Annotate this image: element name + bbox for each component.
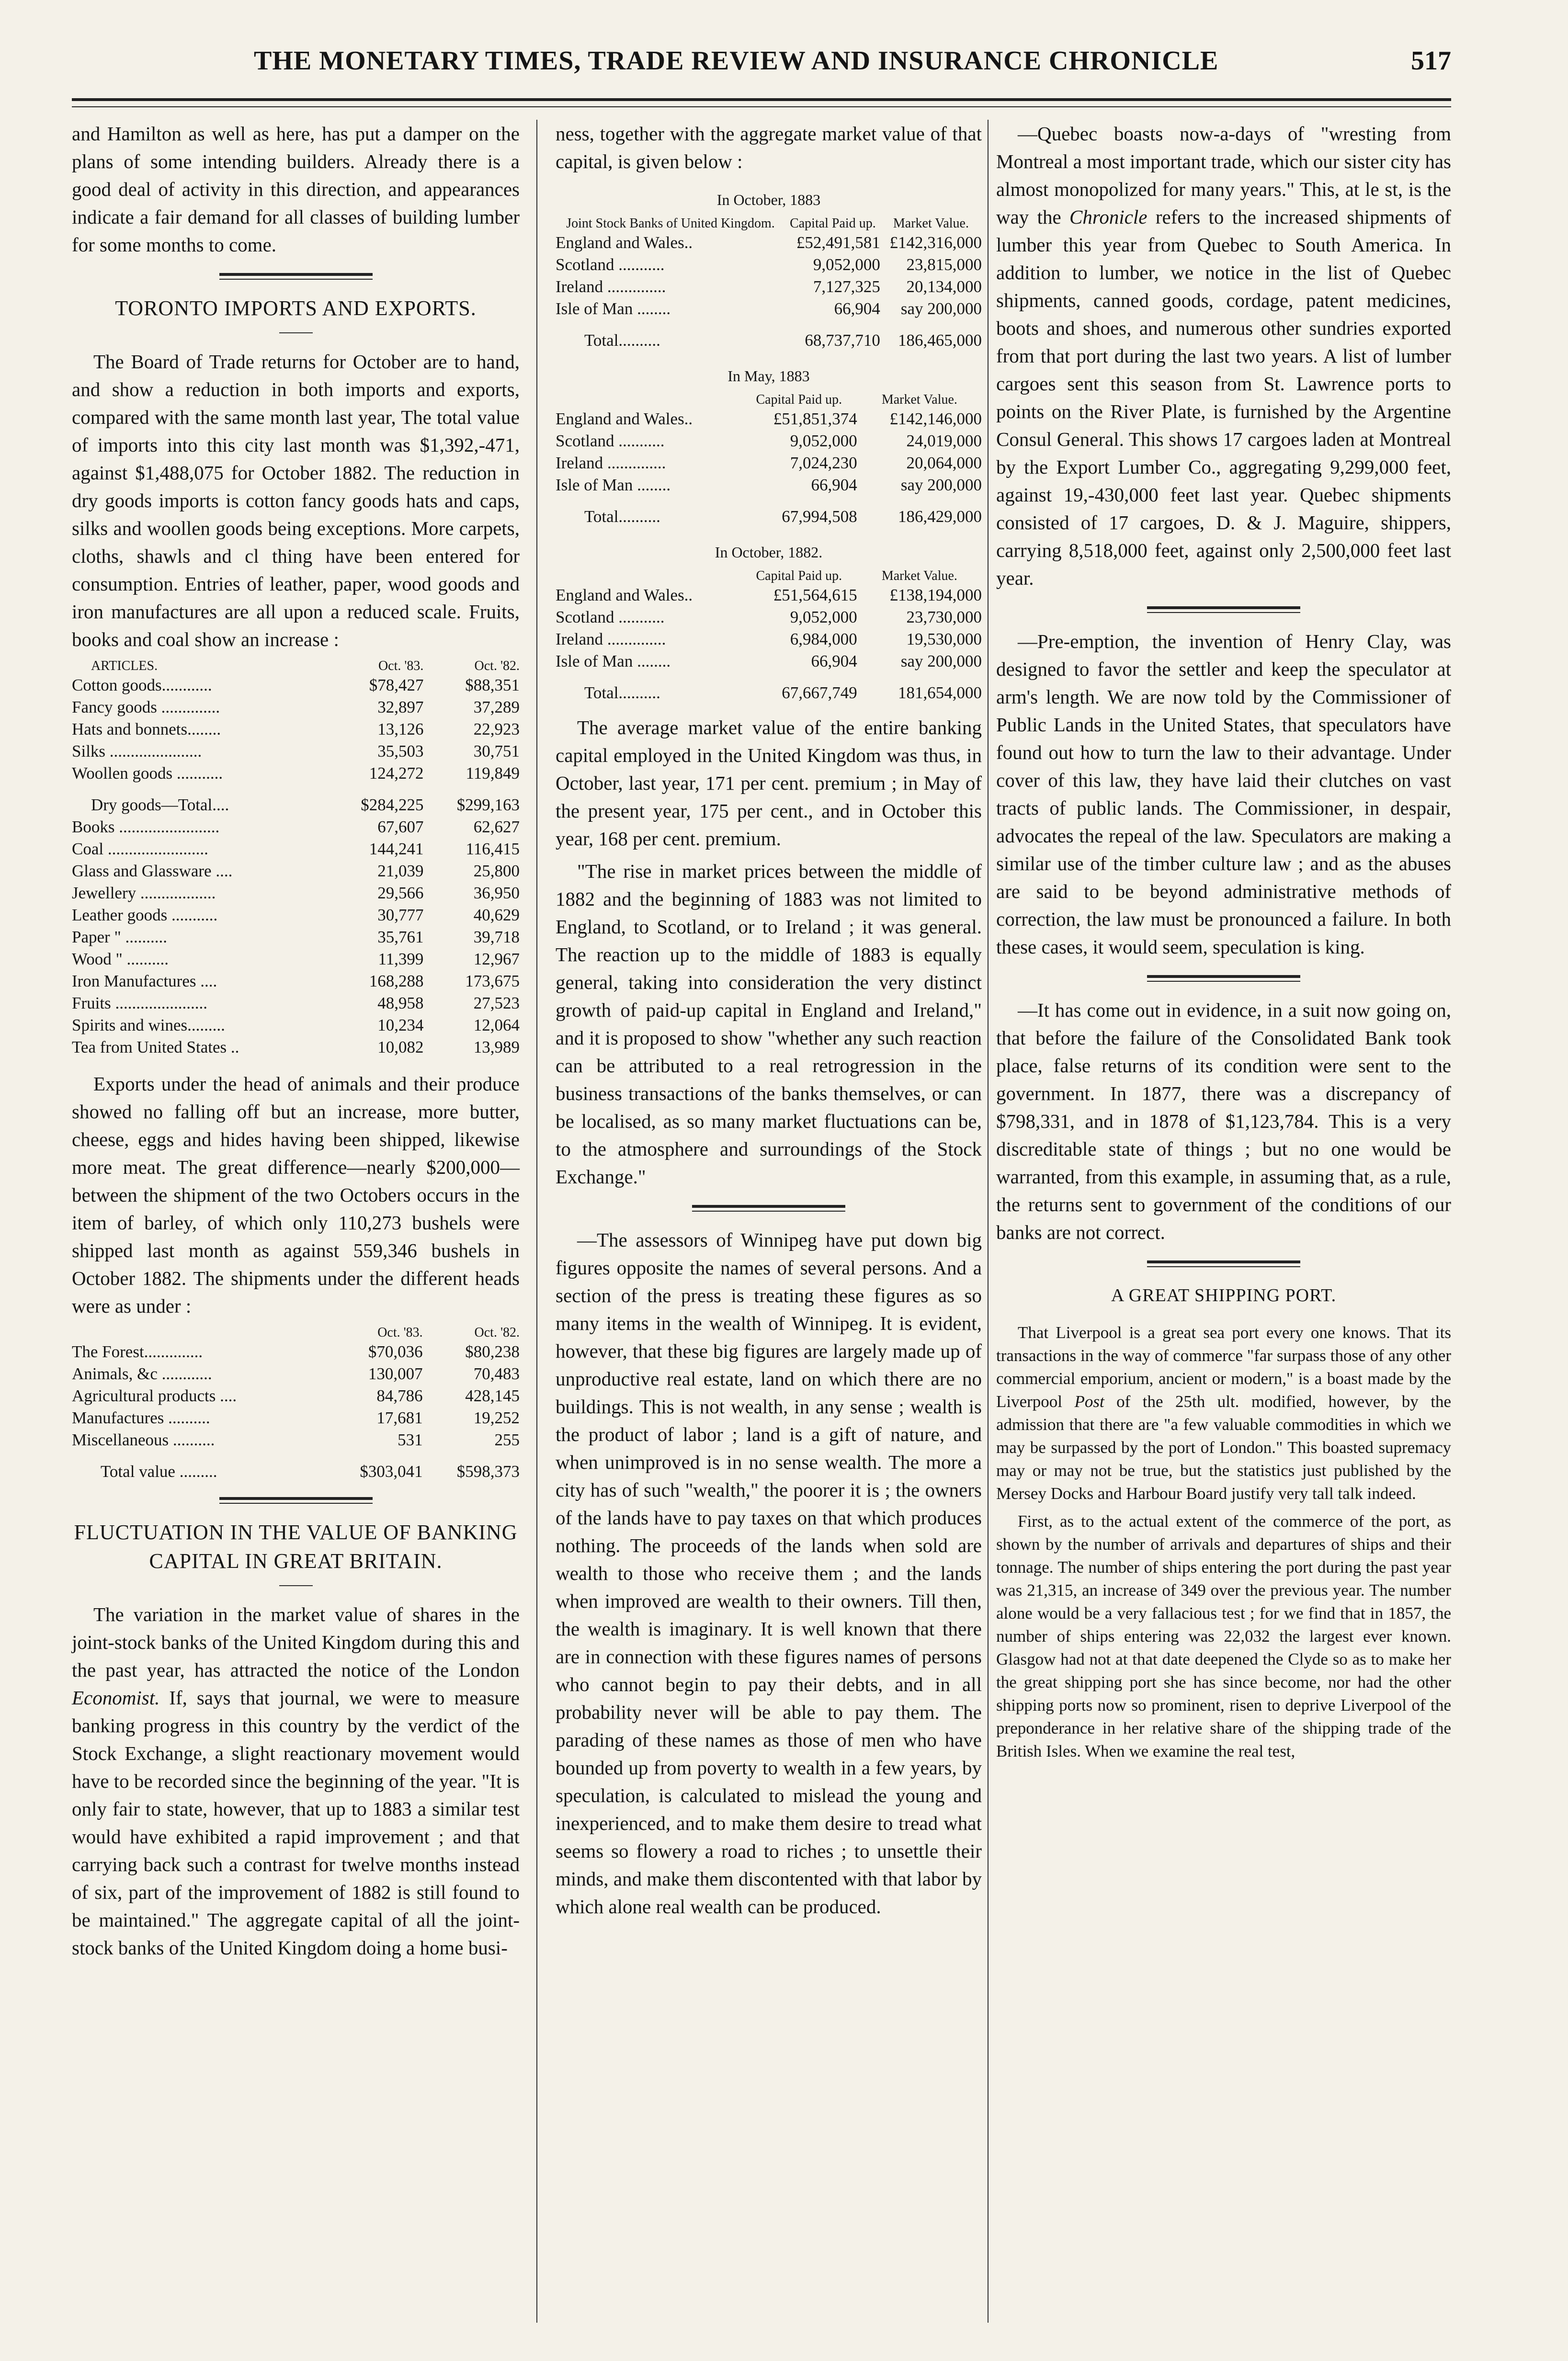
article-paragraph: Exports under the head of animals and their produce showed no falling off but an increase, more butter, cheese, eggs and hides having been shipped, likewise more meat. The great difference—nearly $200,000—between the shipment of the two Octobers occurs in the item of barley, of which only 110,273 bushels were shipped last month as against 559,346 bushels in October 1882. The shipments under the different heads were as under : [72,1073,520,1317]
table-cell: 10,234 [377,1016,424,1034]
article-continuation: and Hamilton as well as here, has put a damper on the plans of some intending builders. Already there is a good deal of activity in this direction, and appearances indicate a fair demand for all classes of building lumber for some months to come. [72,123,520,256]
table-cell: Isle of Man ........ [556,476,671,494]
table-cell: 62,627 [473,817,520,836]
table-cell: Manufactures .......... [72,1408,210,1427]
table-cell: The Forest.............. [72,1342,203,1361]
text-run: of the 25th ult. modified, however, by the admission that there are "a few valuable commodities in which we may be surpassed by the port of London." This boasted supremacy may or may not be true, but the statistics just published by the Mersey Docks and Harbour Board justify very tall talk indeed. [996,1392,1451,1503]
table-cell: 173,675 [465,972,520,990]
table-cell: 67,667,749 [782,683,857,702]
table-cell: 48,958 [377,994,424,1012]
table-row [72,696,520,718]
table-row [556,606,982,628]
table-subtotal-row [72,784,520,816]
table-header-row [556,568,982,584]
table-cell: 19,252 [473,1408,520,1427]
table-row [72,718,520,740]
exports-table [72,1325,520,1483]
table-cell: £138,194,000 [889,586,982,604]
table-cell: 22,923 [473,720,520,738]
table-cell: $88,351 [465,676,520,694]
table-total-row [556,496,982,528]
table-cell: £52,491,581 [796,233,880,252]
table-row [556,650,982,672]
article-paragraph: The Board of Trade returns for October are to hand, and show a reduction in both imports and exports, compared with the same month last year, The total value of imports into this city last month was $1,392,-471, against $1,488,075 for October 1882. The reduction in dry goods imports is cotton fancy goods hats and caps, silks and woollen goods being exceptions. More carpets, cloths, shawls and cl thing have been entered for consumption. Entries of leather, paper, wood goods and iron manufactures are all upon a reduced scale. Fruits, books and coal show an increase : [72,351,520,650]
table-row [556,408,982,430]
header-rule-thin [72,106,1451,107]
column-3 [996,120,1451,1768]
table-row [72,970,520,992]
table-row [556,298,982,320]
table-cell: Tea from United States .. [72,1038,239,1056]
section-separator [219,273,373,280]
table-cell: $284,225 [361,795,424,814]
table-header: Capital Paid up. [756,392,842,407]
column-divider [536,120,537,2323]
table-cell: 19,530,000 [906,630,982,648]
table-cell: 9,052,000 [790,608,857,626]
article-paragraph: First, as to the actual extent of the commerce of the port, as shown by the number of arrivals and departures of ships and their tonnage. The number of ships entering the port during the past year was 21,315, an increase of 349 over the previous year. The number alone would be a very fallacious test ; for we find that in 1857, the number of ships entering was 22,032 the largest ever known. Glasgow had not at that date deepened the Clyde so as to make her the great shipping port she has since become, nor had the other shipping ports now so prominent, risen to deprive Liverpool of the preponderance in her relative share of the shipping trade of the British Isles. When we examine the real test, [996,1512,1451,1760]
table-header-row [72,1325,520,1341]
table-cell: Ireland .............. [556,277,666,296]
table-cell: 35,761 [377,928,424,946]
header-rule [72,98,1451,101]
page-number: 517 [1411,46,1451,76]
table-row [556,452,982,474]
table-cell: 67,994,508 [782,507,857,526]
table-cell: Fruits ...................... [72,994,207,1012]
table-row [72,838,520,860]
imports-table [72,658,520,1058]
table-cell: $598,373 [456,1462,520,1481]
table-cell: Iron Manufactures .... [72,972,217,990]
table-row [72,1363,520,1385]
table-cell: 30,777 [377,906,424,924]
table-header: Market Value. [881,392,957,407]
table-row [72,926,520,948]
table-cell: 30,751 [473,742,520,761]
table-header [556,392,741,408]
table-cell: Spirits and wines......... [72,1016,225,1034]
table-cell: Woollen goods ........... [72,764,223,783]
table-cell: Agricultural products .... [72,1386,237,1405]
table-cell: say 200,000 [900,476,982,494]
table-header: ARTICLES. [91,658,158,673]
table-row [72,882,520,904]
article-paragraph: —The assessors of Winnipeg have put down big figures opposite the names of several persons. And a section of the press is treating these figures as so many items in the wealth of Winnipeg. It is evident, however, that these big figures are largely made up of unproductive real estate, land on which there are no buildings. This is not wealth, in any sense ; wealth is the product of labor ; land is a gift of nature, and when unimproved is in no sense wealth. The more a city has of such "wealth," the poorer it is ; the owners of the lands have to pay taxes on that which produces nothing. The proceeds of the lands when sold are wealth to those who receive them ; and the lands when improved are wealth to their owners. Till then, the wealth is imaginary. It is well known that there are in connection with these figures names of persons who cannot begin to pay their debts, and in all probability never will be able to pay them. The parading of these names as those of men who have bounded up from poverty to wealth in a few years, by speculation, is calculated to mislead the young and inexperienced, and to make them desire to tread what seems so flowery a road to riches ; to unsettle their minds, and make them discontented with that labor by which alone real wealth can be produced. [556,1229,982,1918]
table-cell: Scotland ........... [556,608,665,626]
table-header: Market Value. [881,568,957,583]
table-cell: 66,904 [811,652,857,670]
article-paragraph: The average market value of the entire banking capital employed in the United Kingdom was thus, in October, last year, 171 per cent. premium ; in May of the present year, 175 per cent., and in October this year, 168 per cent. premium. [556,716,982,850]
table-cell: 9,052,000 [790,431,857,450]
table-cell: 168,288 [369,972,424,990]
table-cell: Glass and Glassware .... [72,862,233,880]
table-cell: Coal ........................ [72,840,208,858]
article-heading: FLUCTUATION IN THE VALUE OF BANKING CAPITAL IN GREAT BRITAIN. [74,1521,518,1573]
table-period-label: In October, 1882. [715,544,823,561]
table-cell: £142,316,000 [889,233,982,252]
section-separator [219,1497,373,1504]
table-cell: Isle of Man ........ [556,299,671,318]
article-continuation: ness, together with the aggregate market value of that capital, is given below : [556,123,982,172]
text-run: —Quebec boasts now-a-days of "wresting from Montreal a most important trade, which our sister city has almost monopolized for many years." This, at le st, is the way the [996,123,1451,228]
table-cell: 9,052,000 [813,255,880,274]
bank-capital-tables [556,186,982,704]
table-cell: 25,800 [473,862,520,880]
table-cell: 12,064 [473,1016,520,1034]
table-cell: £142,146,000 [889,409,982,428]
table-cell: Hats and bonnets........ [72,720,221,738]
table-cell: Leather goods ........... [72,906,218,924]
table-cell: 6,984,000 [790,630,857,648]
table-cell: 10,082 [377,1038,424,1056]
table-row [72,674,520,696]
table-cell: say 200,000 [900,652,982,670]
table-row [72,1341,520,1363]
table-cell: $80,238 [465,1342,520,1361]
table-cell: 70,483 [473,1364,520,1383]
article-paragraph: —It has come out in evidence, in a suit now going on, that before the failure of the Consolidated Bank took place, false returns of its condition were sent to the government. In 1877, there was a discrepancy of $798,331, and in 1878 of $1,123,784. This is a very discreditable state of things ; but no one would be warranted, from this example, in assuming that, as a rule, the returns sent to government of the conditions of our banks are not correct. [996,999,1451,1243]
table-row [72,816,520,838]
text-run: That Liverpool is a great sea port every one knows. That its transactions in the way of commerce "far surpass those of any other commercial emporium, ancient or modern," is a boast made by the Liverpool [996,1323,1451,1411]
publication-title: THE MONETARY TIMES, TRADE REVIEW AND INSURANCE CHRONICLE [254,46,1219,76]
table-cell: 531 [398,1430,423,1449]
table-cell: 7,127,325 [813,277,880,296]
table-row [72,860,520,882]
table-header: Capital Paid up. [790,216,876,231]
table-period-label: In October, 1883 [716,191,821,208]
table-cell: Silks ...................... [72,742,202,761]
publication-name: Chronicle [1069,206,1148,228]
table-header-row [556,392,982,408]
heading-dash [279,1585,313,1586]
table-cell: 66,904 [811,476,857,494]
table-row [556,430,982,452]
table-total-row [72,1451,520,1483]
table-cell: 29,566 [377,884,424,902]
table-cell: 40,629 [473,906,520,924]
table-cell: 17,681 [376,1408,423,1427]
table-cell: 39,718 [473,928,520,946]
table-row [72,762,520,784]
article-heading: A GREAT SHIPPING PORT. [1111,1285,1337,1305]
table-period-label: In May, 1883 [727,367,810,385]
publication-name: Economist. [72,1687,160,1709]
table-cell: Total value ......... [101,1462,217,1481]
table-cell: £51,564,615 [773,586,857,604]
article-paragraph: "The rise in market prices between the middle of 1882 and the beginning of 1883 was not limited to England, to Scotland, or to Ireland ; it was general. The reaction up to the middle of 1883 is equally general, taking into consideration the very distinct growth of paid-up capital in England and Ireland," and it is proposed to show "whether any such reaction can be attributed to a real retrogression in the business transactions of the banks themselves, or can be localised, as so many market fluctuations can be, to the atmosphere and surroundings of the Stock Exchange." [556,860,982,1188]
table-cell: 66,904 [834,299,880,318]
table-cell: 20,064,000 [906,454,982,472]
table-cell: Fancy goods .............. [72,698,220,716]
table-header: Oct. '82. [474,658,520,673]
bank-capital-table [556,216,982,352]
column-2 [556,120,982,1925]
text-run: The variation in the market value of shares in the joint-stock banks of the United Kingdom during this and the past year, has attracted the notice of the London [72,1603,520,1681]
column-1 [72,120,520,1966]
publication-name: Post [1074,1392,1104,1411]
article-paragraph: —Pre-emption, the invention of Henry Clay, was designed to favor the settler and keep the speculator at arm's length. We are now told by the Commissioner of Public Lands in the United States, that speculators have found out how to turn the law to their advantage. Under cover of this law, they have laid their clutches on vast tracts of public lands. The Commissioner, in despair, advocates the repeal of the law. Speculators are making a similar use of the timber culture law ; and as the abuses are said to be beyond administrative methods of correction, the law must be pronounced a failure. In both these cases, it would seem, speculation is king. [996,630,1451,958]
table-cell: Ireland .............. [556,454,666,472]
table-row [72,1014,520,1036]
table-header [72,1325,326,1341]
table-header-row [72,658,520,674]
table-cell: 130,007 [368,1364,423,1383]
table-cell: 35,503 [377,742,424,761]
table-row [556,474,982,496]
article-heading: TORONTO IMPORTS AND EXPORTS. [115,296,477,320]
table-cell: Paper " .......... [72,928,167,946]
table-cell: 11,399 [378,950,424,968]
table-row [556,254,982,276]
article-paragraph [72,1600,520,1962]
table-cell: Jewellery .................. [72,884,216,902]
table-cell: 84,786 [376,1386,423,1405]
table-row [72,1429,520,1451]
table-row [72,1036,520,1058]
table-cell: Total.......... [584,683,660,702]
table-cell: 428,145 [465,1386,520,1405]
table-cell: 32,897 [377,698,424,716]
table-cell: Cotton goods............ [72,676,212,694]
table-cell: Wood " .......... [72,950,169,968]
table-cell: Books ........................ [72,817,220,836]
bank-capital-table [556,392,982,528]
table-cell: 23,815,000 [906,255,982,274]
table-cell: Scotland ........... [556,431,665,450]
table-header: Joint Stock Banks of United Kingdom. [566,216,775,231]
table-cell: England and Wales.. [556,233,693,252]
table-cell: Dry goods—Total.... [91,795,229,814]
table-row [72,992,520,1014]
table-cell: 27,523 [473,994,520,1012]
table-cell: 20,134,000 [906,277,982,296]
table-row [556,584,982,606]
table-header-row [556,216,982,232]
article-paragraph [996,1321,1451,1505]
table-cell: 23,730,000 [906,608,982,626]
table-cell: 24,019,000 [906,431,982,450]
table-row [72,948,520,970]
text-run: refers to the increased shipments of lumber this year from Quebec to South America. In addition to lumber, we notice in the list of Quebec shipments, canned goods, cordage, patent medicines, boots and shoes, and numerous other sundries exported from that port during the last two years. A list of lumber cargoes sent this season from St. Lawrence ports to points on the River Plate, is furnished by the Argentine Consul General. This shows 17 cargoes laden at Montreal by the Export Lumber Co., aggregating 9,299,000 feet, against 19,-430,000 feet last year. Quebec shipments consisted of 17 cargoes, D. & J. Maguire, shippers, carrying 8,518,000 feet, against only 2,500,000 feet last year. [996,206,1451,589]
section-separator [1147,606,1300,613]
table-header: Market Value. [893,216,969,231]
table-cell: 144,241 [369,840,424,858]
table-cell: 181,654,000 [898,683,982,702]
article-paragraph [996,120,1451,592]
table-header: Capital Paid up. [756,568,842,583]
table-cell: 37,289 [473,698,520,716]
table-cell: say 200,000 [900,299,982,318]
table-cell: 13,989 [473,1038,520,1056]
table-cell: $303,041 [360,1462,423,1481]
table-cell: 21,039 [377,862,424,880]
column-divider [988,120,989,2323]
table-cell: 186,465,000 [898,331,982,350]
table-row [72,740,520,762]
table-row [72,904,520,926]
table-cell: Ireland .............. [556,630,666,648]
table-cell: Miscellaneous .......... [72,1430,215,1449]
section-separator [1147,975,1300,982]
table-cell: 124,272 [369,764,424,783]
text-run: If, says that journal, we were to measure banking progress in this country by the verdict of the Stock Exchange, a slight reactionary movement would have to be recorded since the beginning of the year. "It is only fair to state, however, that up to 1883 a similar test would have exhibited a rapid improvement ; and that carrying back such a contrast for twelve months instead of six, part of the improvement of 1882 is still found to be maintained." The aggregate capital of all the joint-stock banks of the United Kingdom doing a home busi- [72,1687,520,1959]
table-cell: Total.......... [584,507,660,526]
table-cell: 36,950 [473,884,520,902]
table-row [556,232,982,254]
table-total-row [556,320,982,352]
table-header: Oct. '83. [378,658,424,673]
table-cell: £51,851,374 [773,409,857,428]
table-cell: Animals, &c ............ [72,1364,212,1383]
table-header: Oct. '83. [377,1325,423,1340]
table-cell: $299,163 [456,795,520,814]
table-cell: 68,737,710 [805,331,880,350]
table-cell: 116,415 [466,840,520,858]
table-cell: 255 [494,1430,520,1449]
table-cell: Total.......... [584,331,660,350]
section-separator [1147,1260,1300,1267]
table-cell: 7,024,230 [790,454,857,472]
table-row [72,1407,520,1429]
table-cell: 119,849 [466,764,520,783]
table-cell: 12,967 [473,950,520,968]
table-cell: England and Wales.. [556,586,693,604]
table-row [556,628,982,650]
table-total-row [556,672,982,704]
table-header: Oct. '82. [474,1325,520,1340]
table-cell: 186,429,000 [898,507,982,526]
table-cell: Isle of Man ........ [556,652,671,670]
table-cell: $70,036 [368,1342,423,1361]
page-header [72,45,1451,89]
table-cell: England and Wales.. [556,409,693,428]
table-row [556,276,982,298]
table-header [556,568,741,584]
bank-capital-table [556,568,982,704]
section-separator [692,1205,845,1212]
table-cell: Scotland ........... [556,255,665,274]
table-cell: 67,607 [377,817,424,836]
table-cell: $78,427 [369,676,424,694]
table-row [72,1385,520,1407]
table-cell: 13,126 [377,720,424,738]
heading-dash [279,332,313,333]
